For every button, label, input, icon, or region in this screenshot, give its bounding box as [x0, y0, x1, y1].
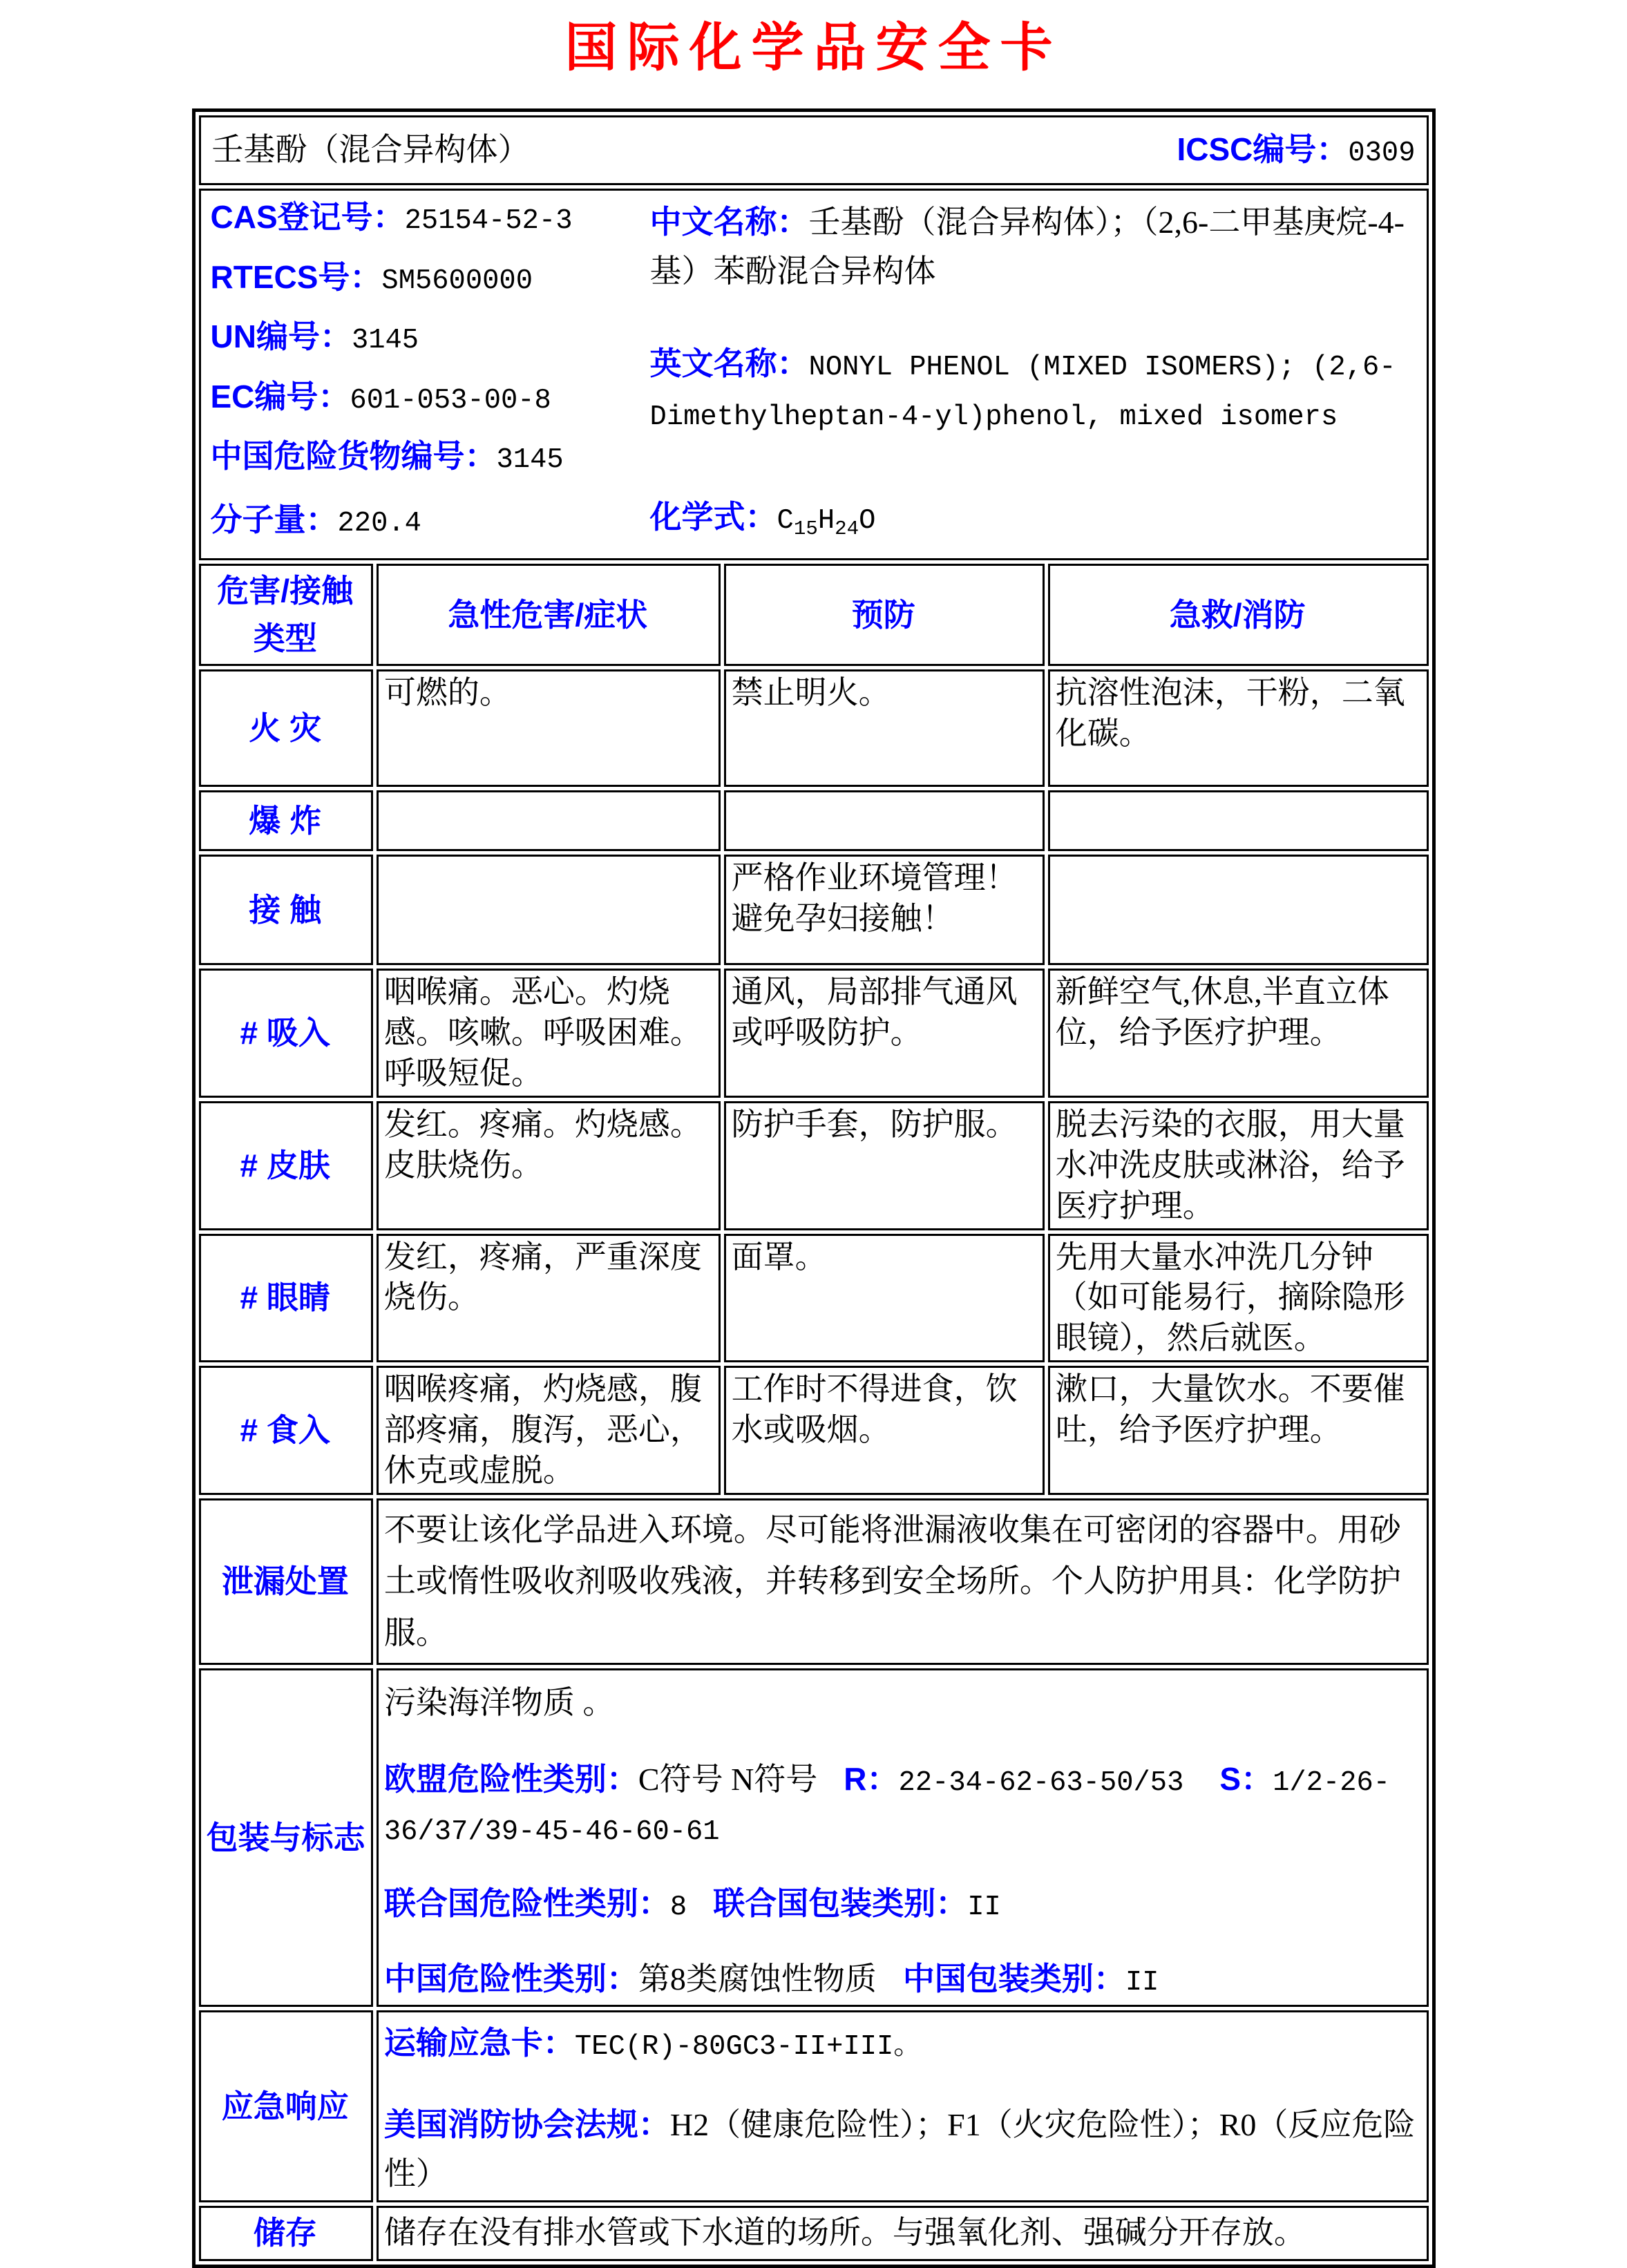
chemical-formula: $C_{15}H_{24}O$	[777, 504, 876, 541]
inhalation-symptoms: 咽喉痛。恶心。灼烧感。咳嗽。呼吸困难。呼吸短促。	[377, 969, 721, 1098]
ec-number-line: EC编号：601-053-00-8	[210, 378, 551, 417]
section-row-emergency	[199, 2010, 1429, 2202]
eyes-response: 先用大量水冲洗几分钟（如可能易行，摘除隐形眼镜），然后就医。	[1048, 1234, 1429, 1363]
china-classification-line: 中国危险性类别：第8类腐蚀性物质 中国包装类别：II	[383, 1960, 1159, 1999]
emergency-content	[377, 2010, 1429, 2202]
nfpa-code-line: 美国消防协会法规：H2（健康危险性）；F1（火灾危险性）；R0（反应危险性）	[383, 2106, 1416, 2192]
molecular-weight-line: 分子量：220.4	[210, 501, 421, 540]
row-label-explosion: 爆 炸	[199, 790, 373, 851]
row-label-skin: # 皮肤	[199, 1101, 373, 1230]
inhalation-response: 新鲜空气,休息,半直立体位，给予医疗护理。	[1048, 969, 1429, 1098]
hazard-row-exposure	[199, 855, 1429, 965]
skin-prevention: 防护手套，防护服。	[724, 1101, 1045, 1230]
inhalation-prevention: 通风，局部排气通风或呼吸防护。	[724, 969, 1045, 1098]
exposure-symptoms	[377, 855, 721, 965]
name-cell	[199, 115, 1429, 185]
section-label-spillage: 泄漏处置	[199, 1498, 373, 1666]
packaging-content	[377, 1668, 1429, 2007]
english-name-line: 英文名称：NONYL PHENOL (MIXED ISOMERS); (2,6-Dimethylheptan-4-yl)phenol, mixed isomers	[649, 345, 1396, 434]
fire-response: 抗溶性泡沫，干粉，二氧化碳。	[1048, 669, 1429, 787]
icsc-number: 0309	[1348, 137, 1416, 169]
name-row	[199, 115, 1429, 185]
cas-number-line: CAS登记号：25154-52-3	[210, 199, 573, 237]
hazard-row-eyes	[199, 1234, 1429, 1363]
hazard-row-explosion	[199, 790, 1429, 851]
hazard-header-row	[199, 564, 1429, 666]
section-row-spillage	[199, 1498, 1429, 1666]
section-label-storage: 储存	[199, 2206, 373, 2261]
identification-cell	[199, 189, 1429, 560]
chemical-formula-line: 化学式：$C_{15}H_{24}O$	[649, 498, 876, 541]
exposure-response	[1048, 855, 1429, 965]
section-label-emergency: 应急响应	[199, 2010, 373, 2202]
names-block	[647, 198, 1417, 497]
header-acute-symptoms: 急性危害/症状	[377, 564, 721, 666]
hazard-row-skin	[199, 1101, 1429, 1230]
eyes-symptoms: 发红，疼痛，严重深度烧伤。	[377, 1234, 721, 1363]
storage-content: 储存在没有排水管或下水道的场所。与强氧化剂、强碱分开存放。	[377, 2206, 1429, 2261]
header-first-aid: 急救/消防	[1048, 564, 1429, 666]
hazard-row-ingestion	[199, 1366, 1429, 1495]
row-label-exposure: 接 触	[199, 855, 373, 965]
chemical-name: 壬基酚（混合异构体）	[211, 132, 530, 168]
section-row-packaging	[199, 1668, 1429, 2007]
transport-emergency-card-line: 运输应急卡：TEC(R)-80GC3-II+III。	[383, 2025, 922, 2064]
ingestion-response: 漱口，大量饮水。不要催吐，给予医疗护理。	[1048, 1366, 1429, 1495]
row-label-inhalation: # 吸入	[199, 969, 373, 1098]
un-classification-line: 联合国危险性类别：8 联合国包装类别：II	[383, 1885, 1001, 1923]
fire-prevention: 禁止明火。	[724, 669, 1045, 787]
explosion-response	[1048, 790, 1429, 851]
marine-pollutant-line: 污染海洋物质 。	[383, 1685, 615, 1721]
identification-row	[199, 189, 1429, 560]
icsc-number-group	[1177, 129, 1415, 172]
explosion-symptoms	[377, 790, 721, 851]
section-label-packaging: 包装与标志	[199, 1668, 373, 2007]
row-label-fire: 火 灾	[199, 669, 373, 787]
section-row-storage	[199, 2206, 1429, 2261]
ingestion-prevention: 工作时不得进食，饮水或吸烟。	[724, 1366, 1045, 1495]
eu-classification-line: 欧盟危险性类别：C符号 N符号 R：22-34-62-63-50/53 S：1/2-26-36/37/39-45-46-60-61	[383, 1761, 1391, 1849]
skin-symptoms: 发红。疼痛。灼烧感。皮肤烧伤。	[377, 1101, 721, 1230]
header-prevention: 预防	[724, 564, 1045, 666]
row-label-ingestion: # 食入	[199, 1366, 373, 1495]
exposure-prevention: 严格作业环境管理！避免孕妇接触！	[724, 855, 1045, 965]
ingestion-symptoms: 咽喉疼痛，灼烧感，腹部疼痛，腹泻，恶心，休克或虚脱。	[377, 1366, 721, 1495]
header-hazard-type: 危害/接触类型	[199, 564, 373, 666]
hazard-row-fire	[199, 669, 1429, 787]
china-dg-number-line: 中国危险货物编号：3145	[210, 438, 564, 477]
explosion-prevention	[724, 790, 1045, 851]
icsc-label: ICSC编号：	[1177, 131, 1349, 167]
page-title: 国际化学品安全卡	[564, 19, 1063, 77]
skin-response: 脱去污染的衣服，用大量水冲洗皮肤或淋浴，给予医疗护理。	[1048, 1101, 1429, 1230]
hazard-row-inhalation	[199, 969, 1429, 1098]
un-number-line: UN编号：3145	[210, 318, 419, 357]
fire-symptoms: 可燃的。	[377, 669, 721, 787]
row-label-eyes: # 眼睛	[199, 1234, 373, 1363]
rtecs-number-line: RTECS号：SM5600000	[210, 258, 533, 297]
eyes-prevention: 面罩。	[724, 1234, 1045, 1363]
safety-card	[192, 108, 1436, 2268]
registry-numbers	[211, 198, 647, 497]
chinese-name-line: 中文名称：壬基酚（混合异构体）；（2,6-二甲基庚烷-4-基）苯酚混合异构体	[649, 204, 1405, 289]
spillage-content: 不要让该化学品进入环境。尽可能将泄漏液收集在可密闭的容器中。用砂土或惰性吸收剂吸收残液，并转移到安全场所。个人防护用具：化学防护服。	[377, 1498, 1429, 1666]
